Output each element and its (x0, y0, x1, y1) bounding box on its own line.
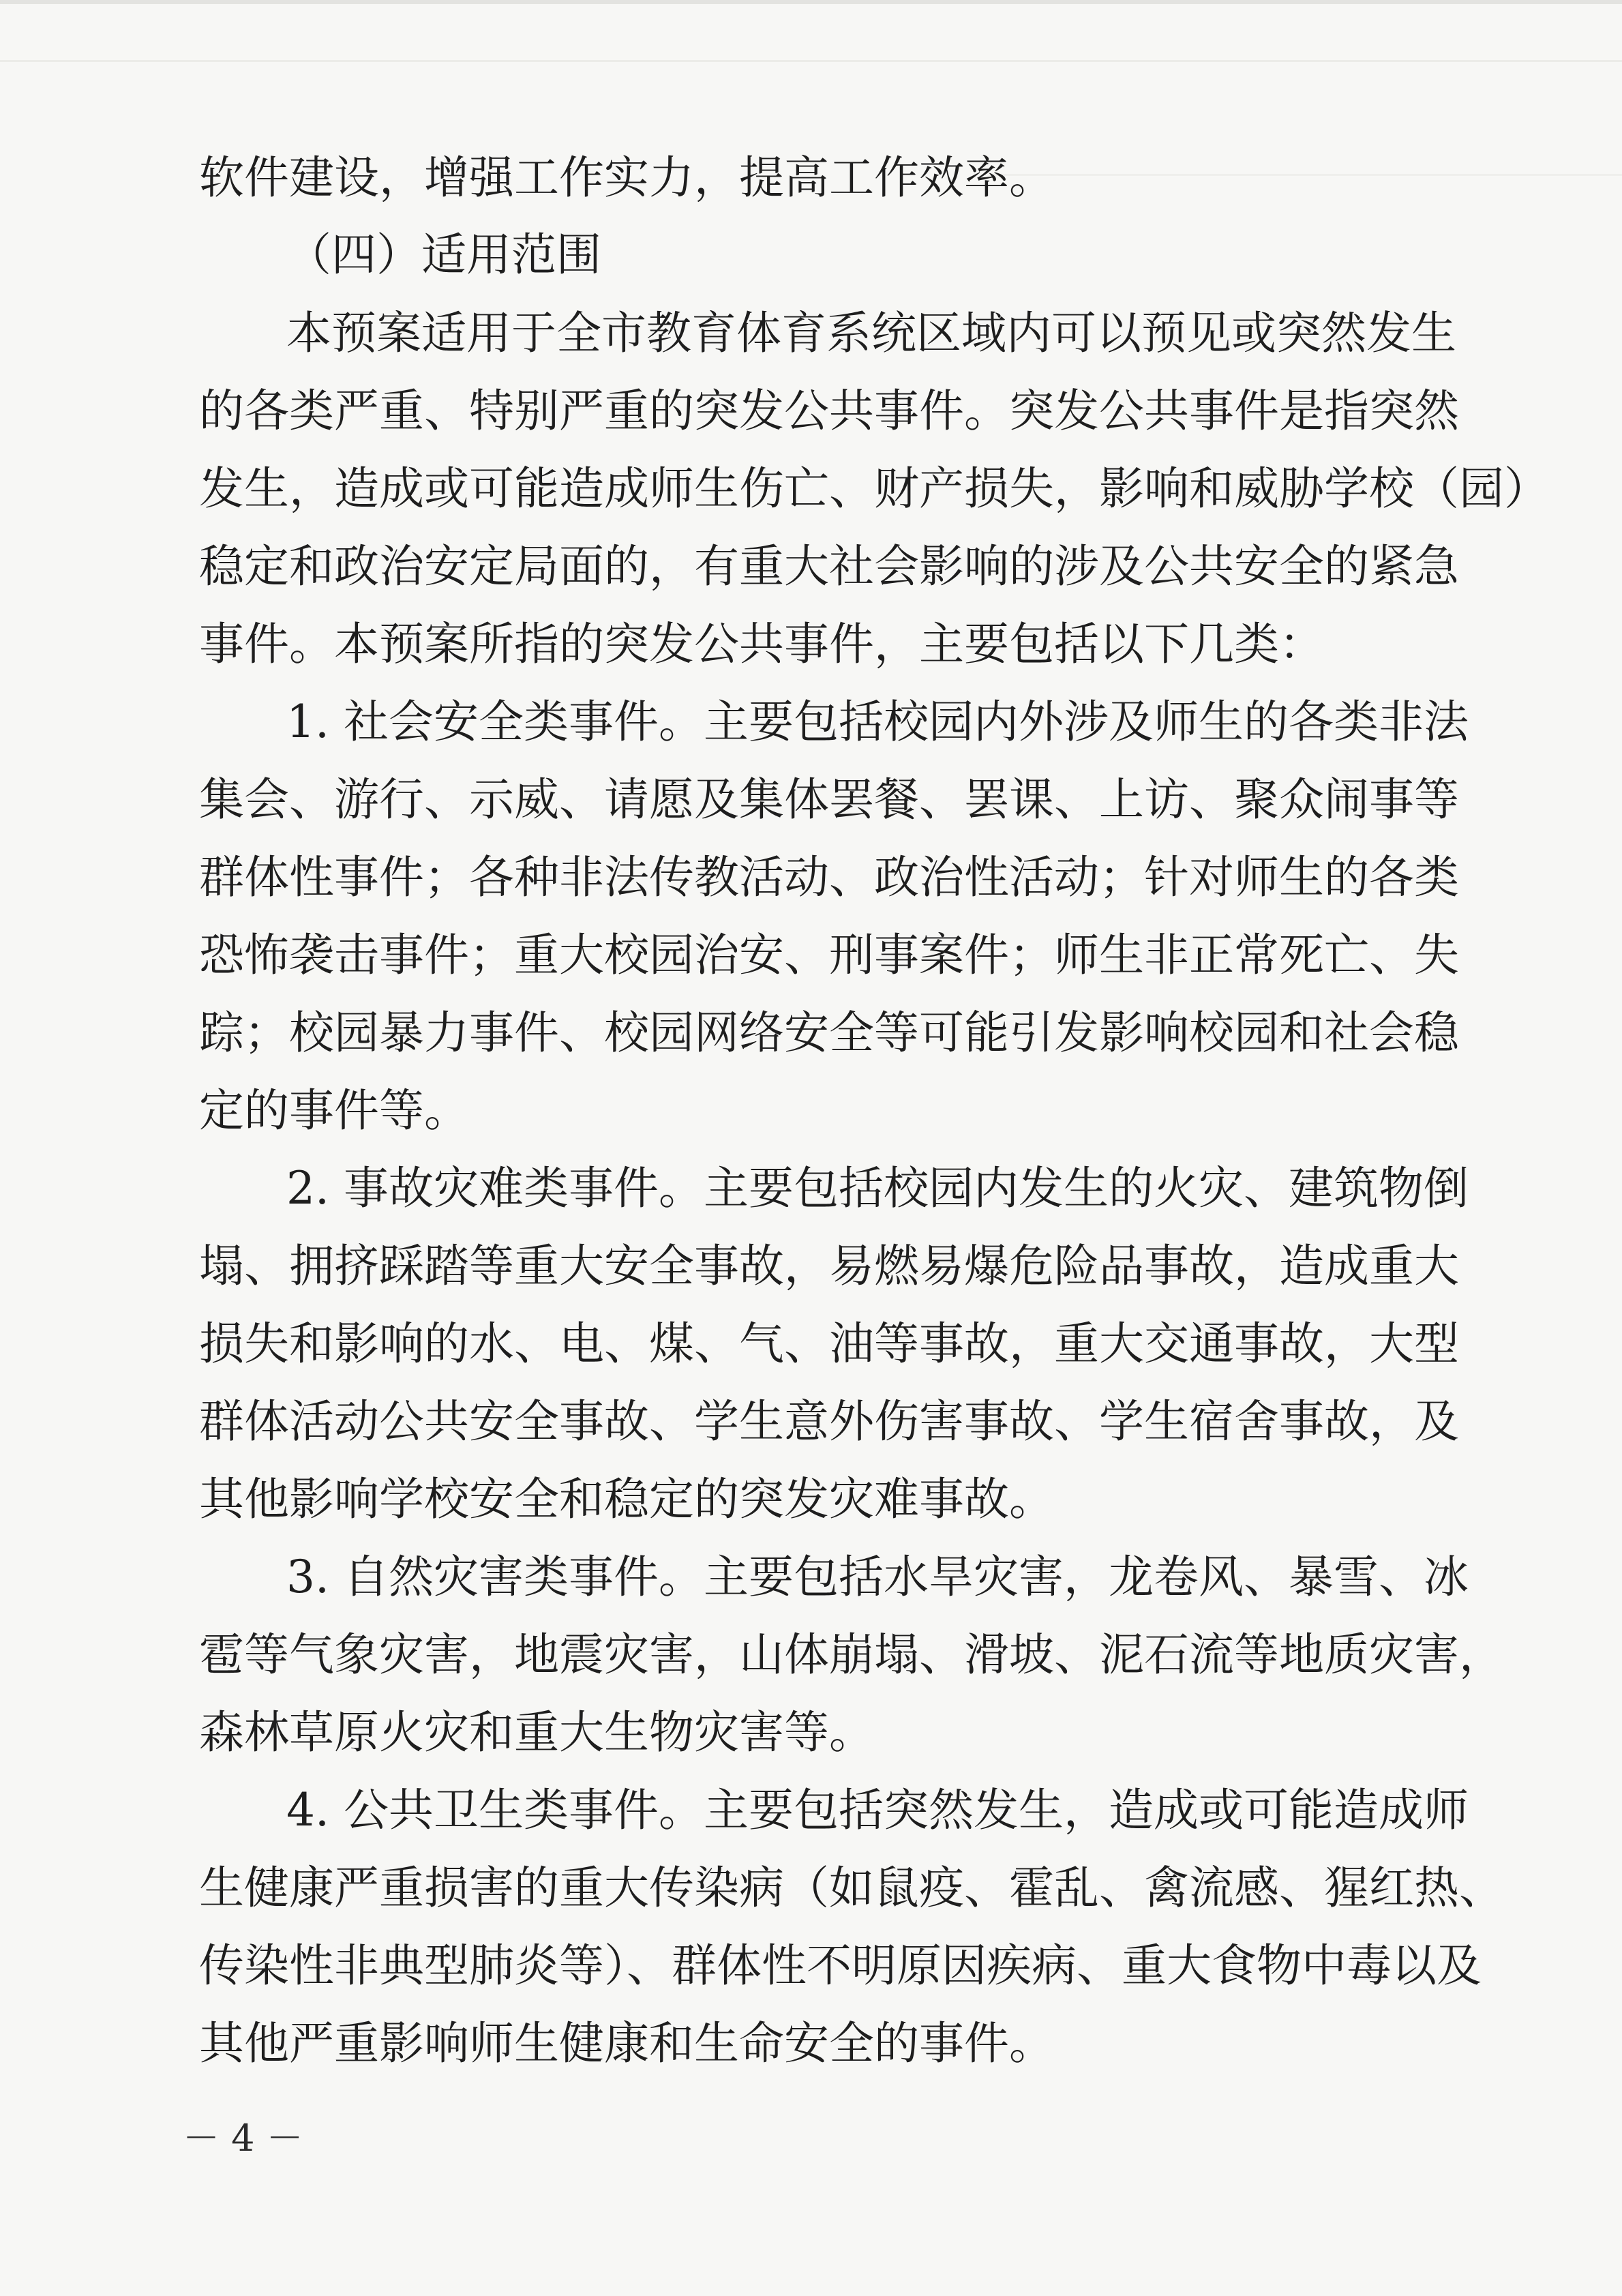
body-line-17: 群体活动公共安全事故、学生意外伤害事故、学生宿舍事故，及 (199, 1395, 1459, 1448)
body-line-18: 其他影响学校安全和稳定的突发灾难事故。 (199, 1473, 1054, 1525)
body-line-7: 事件。本预案所指的突发公共事件，主要包括以下几类： (199, 618, 1324, 670)
body-line-9: 集会、游行、示威、请愿及集体罢餐、罢课、上访、聚众闹事等 (199, 773, 1459, 826)
body-line-6: 稳定和政治安定局面的，有重大社会影响的涉及公共安全的紧急 (199, 540, 1459, 593)
body-line-3: 本预案适用于全市教育体育系统区域内可以预见或突然发生 (286, 307, 1456, 359)
scan-artifact-header-rule (0, 60, 1622, 62)
page-number: － 4 － (183, 2117, 303, 2160)
body-line-22: 4. 公共卫生类事件。主要包括突然发生，造成或可能造成师 (286, 1784, 1469, 1836)
body-line-16: 损失和影响的水、电、煤、气、油等事故，重大交通事故，大型 (199, 1317, 1459, 1370)
body-line-25: 其他严重影响师生健康和生命安全的事件。 (199, 2017, 1054, 2070)
body-line-5: 发生，造成或可能造成师生伤亡、财产损失，影响和威胁学校（园） (199, 462, 1549, 515)
section-heading: （四）适用范围 (286, 228, 601, 281)
scan-artifact-right-rule (989, 174, 1622, 176)
body-line-4: 的各类严重、特别严重的突发公共事件。突发公共事件是指突然 (199, 385, 1459, 437)
body-line-12: 踪；校园暴力事件、校园网络安全等可能引发影响校园和社会稳 (199, 1007, 1459, 1059)
body-line-23: 生健康严重损害的重大传染病（如鼠疫、霍乱、禽流感、猩红热、 (199, 1862, 1504, 1914)
body-line-15: 塌、拥挤踩踏等重大安全事故，易燃易爆危险品事故，造成重大 (199, 1240, 1459, 1292)
body-line-21: 森林草原火灾和重大生物灾害等。 (199, 1706, 874, 1759)
body-line-10: 群体性事件；各种非法传教活动、政治性活动；针对师生的各类 (199, 851, 1459, 904)
body-line-8: 1. 社会安全类事件。主要包括校园内外涉及师生的各类非法 (286, 696, 1469, 748)
body-line-11: 恐怖袭击事件；重大校园治安、刑事案件；师生非正常死亡、失 (199, 929, 1459, 981)
body-line-13: 定的事件等。 (199, 1084, 469, 1137)
body-line-20: 雹等气象灾害，地震灾害，山体崩塌、滑坡、泥石流等地质灾害， (199, 1628, 1504, 1681)
scan-artifact-top (0, 0, 1622, 4)
body-line-19: 3. 自然灾害类事件。主要包括水旱灾害，龙卷风、暴雪、冰 (286, 1551, 1469, 1603)
body-line-14: 2. 事故灾难类事件。主要包括校园内发生的火灾、建筑物倒 (286, 1162, 1469, 1214)
body-line-1: 软件建设，增强工作实力，提高工作效率。 (199, 151, 1054, 204)
body-line-24: 传染性非典型肺炎等）、群体性不明原因疾病、重大食物中毒以及 (199, 1939, 1482, 1992)
